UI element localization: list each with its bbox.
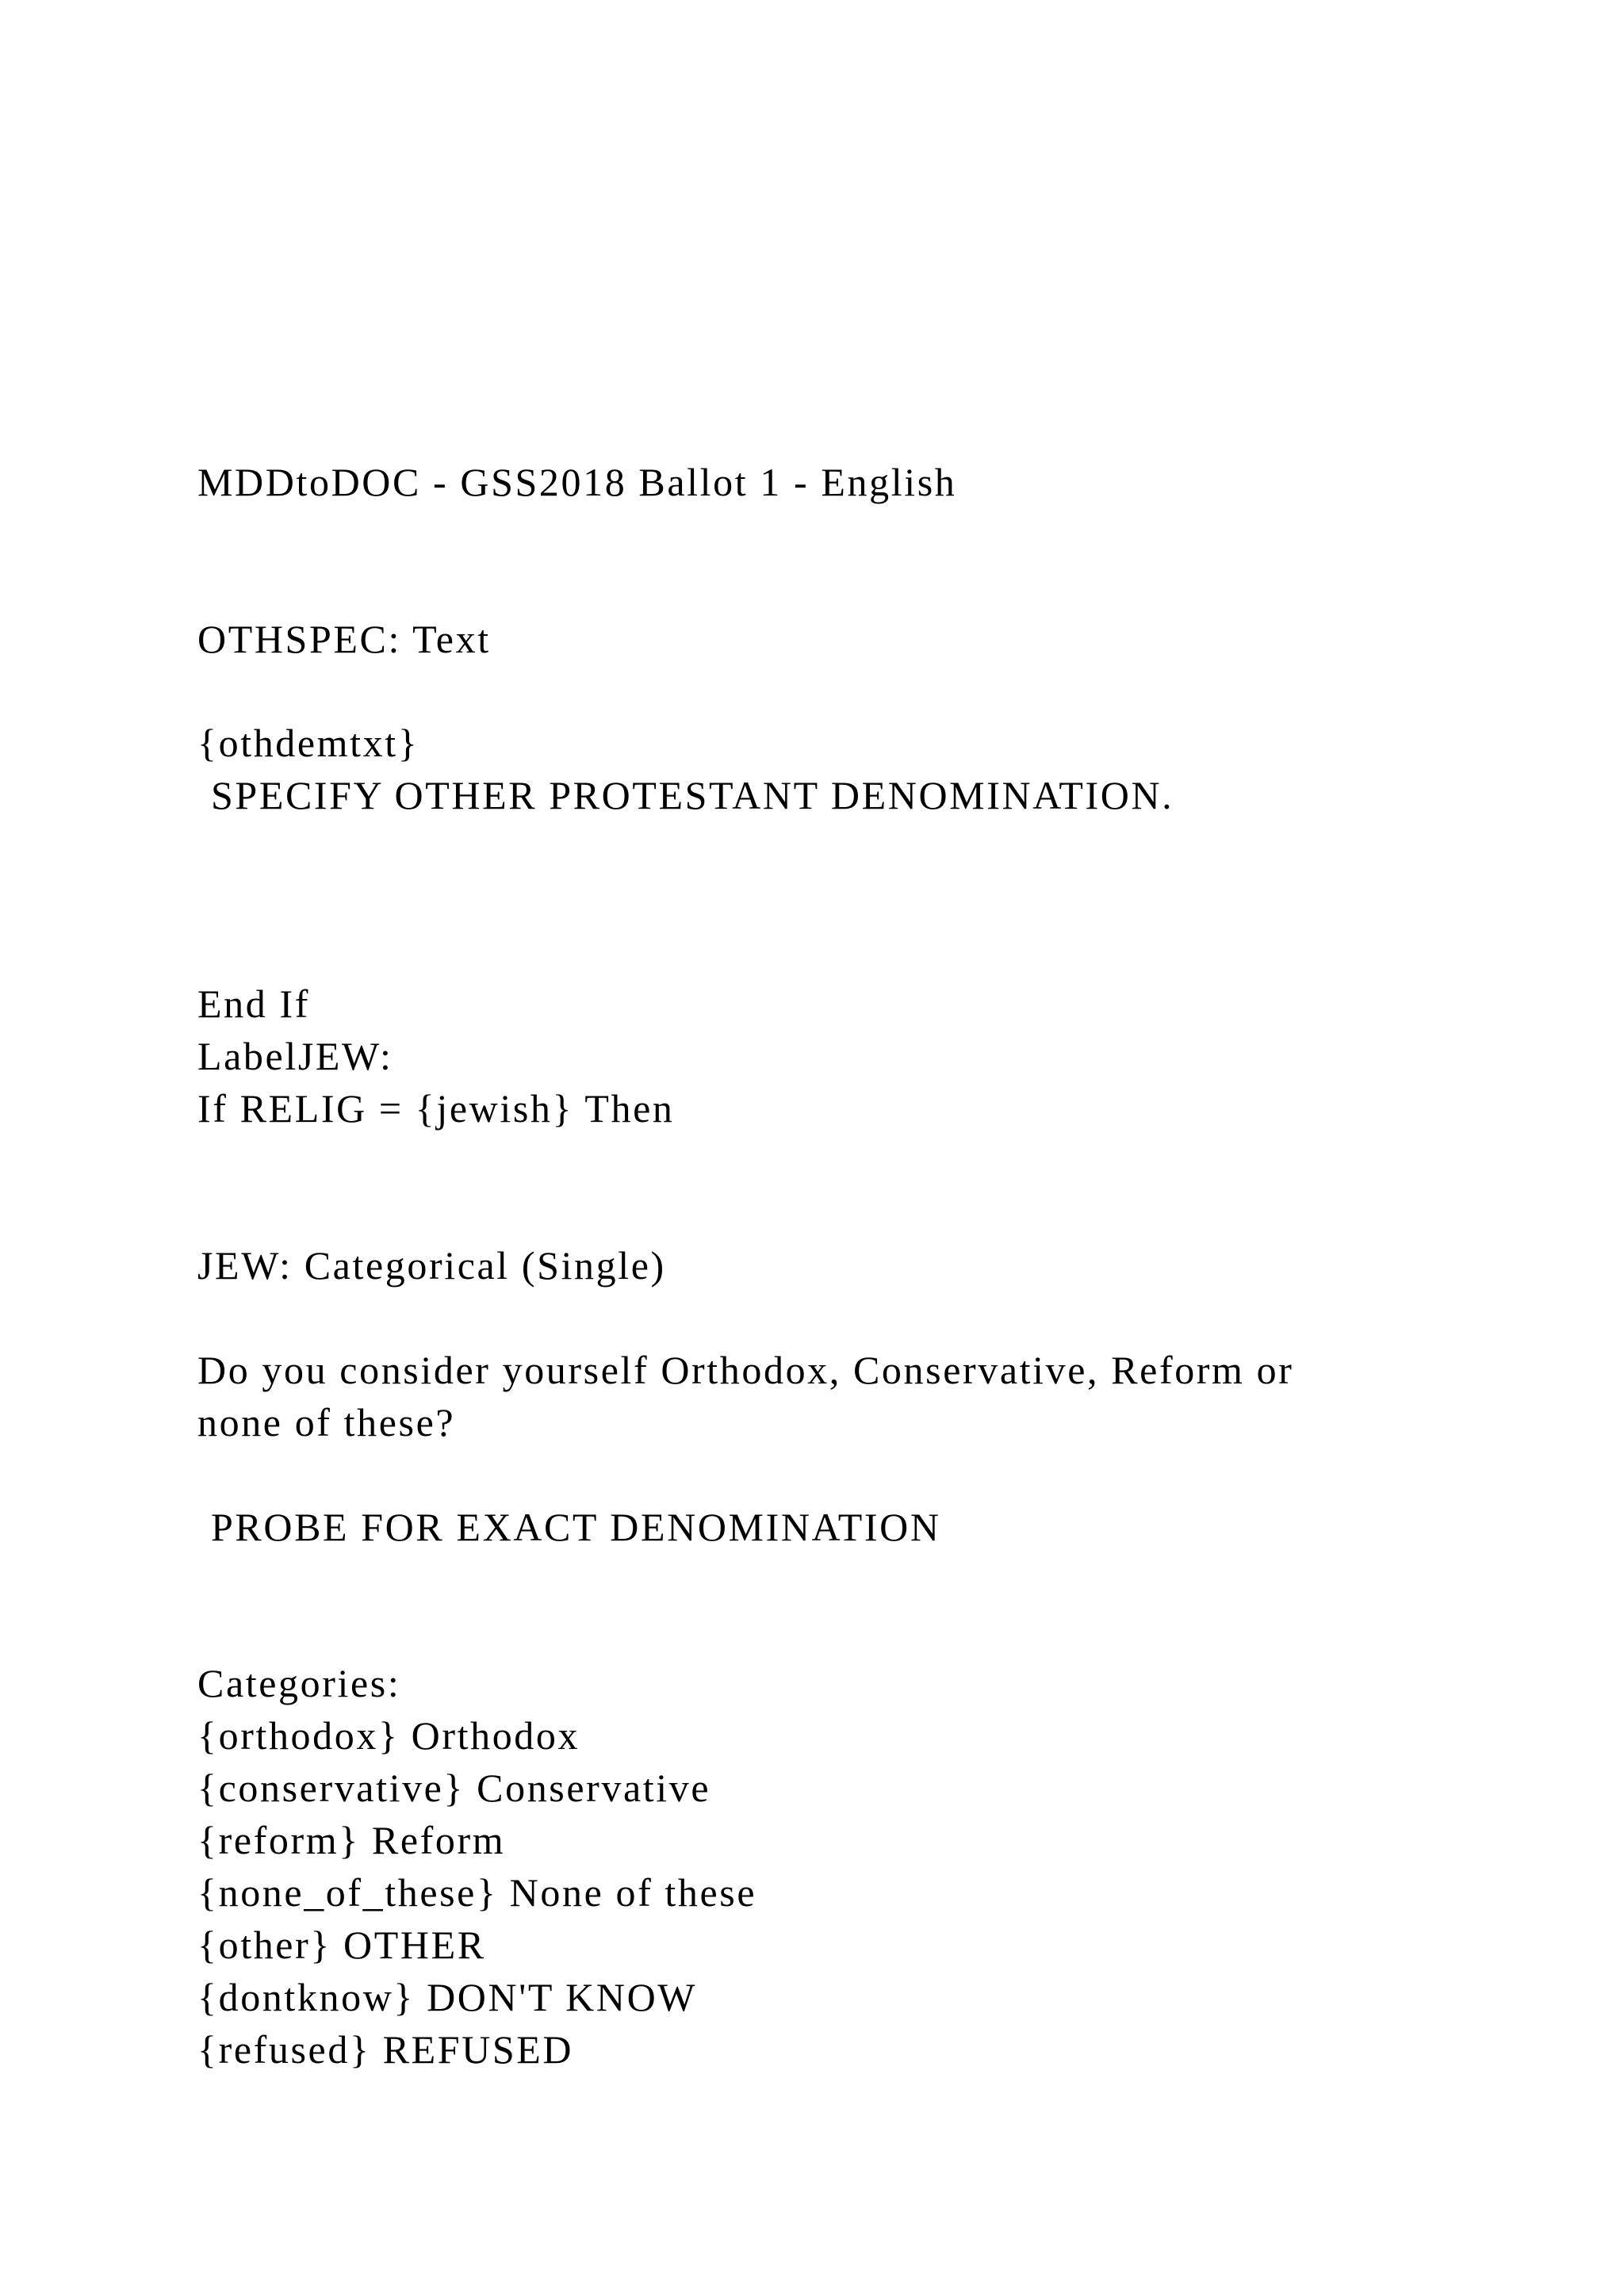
question-text-line-1: Do you consider yourself Orthodox, Conservative, Reform or <box>197 1348 1294 1392</box>
if-condition: If RELIG = {jewish} Then <box>197 1086 675 1131</box>
category-refused: {refused} REFUSED <box>197 2027 574 2072</box>
category-orthodox: {orthodox} Orthodox <box>197 1713 580 1758</box>
othspec-variable: {othdemtxt} <box>197 721 419 765</box>
categories-label: Categories: <box>197 1661 401 1705</box>
end-if-statement: End If <box>197 982 310 1026</box>
probe-instruction: PROBE FOR EXACT DENOMINATION <box>211 1505 941 1549</box>
category-conservative: {conservative} Conservative <box>197 1766 711 1810</box>
category-none-of-these: {none_of_these} None of these <box>197 1870 757 1915</box>
category-other: {other} OTHER <box>197 1923 486 1967</box>
othspec-instruction: SPECIFY OTHER PROTESTANT DENOMINATION. <box>211 773 1174 817</box>
document-header: MDDtoDOC - GSS2018 Ballot 1 - English <box>197 460 957 504</box>
question-text-line-2: none of these? <box>197 1400 456 1445</box>
label-jew: LabelJEW: <box>197 1034 393 1078</box>
category-dont-know: {dontknow} DON'T KNOW <box>197 1975 698 2019</box>
othspec-title: OTHSPEC: Text <box>197 617 491 661</box>
jew-title: JEW: Categorical (Single) <box>197 1243 666 1288</box>
category-reform: {reform} Reform <box>197 1818 506 1862</box>
